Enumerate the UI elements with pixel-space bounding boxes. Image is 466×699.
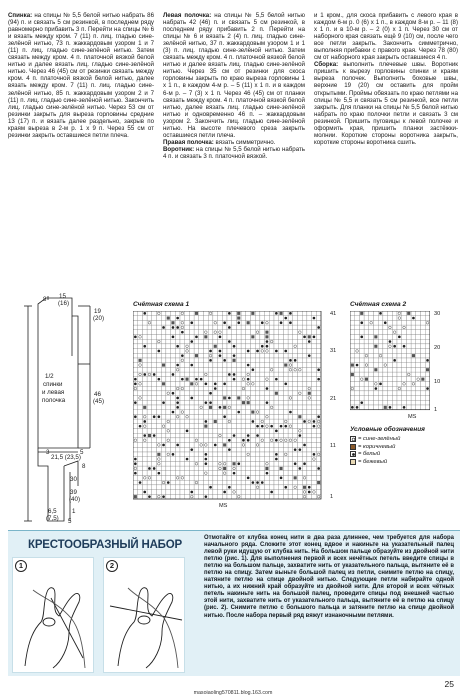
- col2-paragraph: [163, 139, 305, 146]
- legend-item: [350, 459, 462, 465]
- col2-paragraph: [163, 12, 305, 139]
- chart-1-title: Счётная схема 1: [133, 301, 190, 308]
- legend-swatch: [350, 451, 356, 457]
- dim-width: 21,5 (23,5): [51, 454, 81, 461]
- legend-item: [350, 444, 462, 450]
- dim-15: 15: [59, 293, 66, 300]
- col3-paragraph: [314, 12, 458, 61]
- illustration-1: [12, 557, 94, 673]
- dim-30: 30: [70, 476, 77, 483]
- dim-8b: 8: [82, 463, 86, 470]
- chart-1: [133, 301, 343, 517]
- chart-1-row-41: 41: [330, 311, 337, 317]
- dim-7-5: (7,5): [46, 515, 59, 522]
- chart-2-ms-label: MS: [408, 414, 417, 420]
- legend-item: [350, 436, 462, 442]
- dim-45: (45): [93, 398, 105, 405]
- page-number: 25: [444, 679, 454, 689]
- cross-cast-on-panel: [8, 530, 460, 676]
- chart-2-row-10: 10: [434, 379, 441, 385]
- section-text: и 1 кром., для скоса прибавить с левого края в каждом 6-м р. 0 (6) х 1 п., в каждом 8-м р. – 11 (8) х 1 п. и в 10-м р. – 2 (0) х 1 п. Через 30 см от наборного края связать ещё 9 (10) см, после чего все петли закрыть. Закончить симметрично, выполняя прибавки с правого края. Через 78 (80) см от наборного края закрыть оставшиеся 4 п.: [314, 12, 458, 62]
- chart-2-title: Счётная схема 2: [350, 301, 407, 308]
- hand-yarn-drawing-1: [13, 558, 95, 674]
- chart-1-row-31: 31: [330, 348, 337, 354]
- legend-swatch: [350, 444, 356, 450]
- section-heading: Правая полочка:: [163, 138, 214, 146]
- dim-5: 5: [80, 449, 84, 456]
- legend-swatch: [350, 459, 356, 465]
- col1-paragraph: [8, 12, 154, 139]
- chart-1-grid: [133, 311, 325, 501]
- legend-title: Условные обозначения: [350, 426, 425, 433]
- dim-40: (40): [69, 496, 81, 503]
- legend-item: [350, 451, 462, 457]
- chart-2: [350, 301, 462, 423]
- section-text: на спицы № 5,5 белой нитью набрать 4 п. и связать 3 п. платочной вязкой.: [163, 145, 305, 160]
- section-text: выполнить плечевые швы. Воротник пришить к вырезу горловины спинки и краям выреза полочек. Выполнить боковые швы, верхние 19 (20) см оставить для пройм открытыми. Проймы обвязать по краю петлями на спицы № 5,5 и связать 5 см резинкой, все петли закрыть. Для планки на спицы № 5,5 белой нитью набрать по краю полочки петли и связать 3 см резинкой. Пришить пуговицы к левой полочке и оформить края, пришить планки застёжки-молнии. Короткие стороны воротника закрыть, короткие стороны воротника сшить.: [314, 61, 458, 146]
- illustration-2-number: 2: [106, 560, 118, 572]
- legend-swatch: [350, 436, 356, 442]
- dim-19: 19: [94, 308, 101, 315]
- legend: [350, 426, 462, 466]
- section-text: вязать симметрично.: [213, 138, 276, 146]
- chart-1-row-1: 1: [330, 494, 334, 500]
- section-heading: Спинка:: [8, 12, 33, 19]
- text-column-2: [163, 12, 305, 160]
- illustration-1-number: 1: [15, 560, 27, 572]
- dim-20: (20): [93, 315, 105, 322]
- dim-46: 46: [94, 391, 101, 398]
- part-label-back: спинки: [43, 381, 63, 388]
- legend-label: = коричневый: [358, 443, 396, 450]
- section-heading: Сборка:: [314, 61, 339, 69]
- dim-39: 39: [70, 489, 77, 496]
- section-text: на спицы № 5,5 белой нитью набрать 86 (94) п. и связать 5 см резинкой, в последнем ряду равномерно прибавить 3 п. Перейти на спицы № 6 и вязать между кром. 7 (11) п. лиц. гладью сине-зелёной нитью, 73 п. жаккардовым узором 1 и 7 (11) п. лиц. гладью сине-зелёной нитью. Затем связать между кром. 4 п. платочной вязкой белой нитью и далее вязать лиц. гладью сине-зелёной нитью. Через 46 (45) см от резинки связать между кром. 4 п. платочной вязкой белой нитью, далее вязать между кром. 7 (11) п. лиц. гладью сине-зелёной нитью, 85 п. жаккардовым узором 2 и 7 (11) п. лиц. гладью сине-зелёной нитью. Закончить лиц. гладью сине-зелёной нитью. Через 53 см от резинки закрыть для выреза горловины средние 13 (17) п. и вязать далее раздельно, закрыв по краям выреза в 2-м р. 1 х 9 п. Через 55 см от резинки закрыть оставшиеся петли плеча.: [8, 12, 154, 139]
- part-label-and-left: и левая: [42, 389, 65, 396]
- text-column-3: [314, 12, 458, 146]
- dim-3: 3: [46, 449, 50, 456]
- chart-2-row-1: 1: [434, 407, 438, 413]
- chart-2-row-30: 30: [434, 311, 441, 317]
- panel-instructions: Отмотайте от клубка конец нити в два раза длиннее, чем требуется для набора начального ряда. Сложите этот конец вдвое и накиньте на указательный палец левой руки идущую от клубка нить. На большом пальце образуйте из двойной нити петлю (рис. 1). Для выполнения первой и всех нечётных петель введите спицы в петлю на большом пальце, захватите нить от указательного пальца, вытяните её в петлю на спицу. Затем выньте большой палец из петли, снимите петлю на спицу, натяните петлю на спице двойной нитью. Следующие петли набирайте одной нитью, а их нижний край образуйте из двойной нити. Для второй и всех чётных петель накиньте нить на большой палец, проведите спицы под внешней частью этой нити, захватите нить от указательного пальца, вытяните её в петлю на спицу (рис. 2). Снимите петлю с большого пальца и затяните петлю на спице двойной нитью. После набора первый ряд вяжут изнаночными петлями.: [204, 535, 454, 619]
- illustration-2: [103, 557, 185, 673]
- section-heading: Левая полочка:: [163, 12, 212, 19]
- part-label-front: полочка: [42, 397, 66, 404]
- col3-paragraph: [314, 61, 458, 146]
- legend-label: = белый: [358, 451, 381, 458]
- dim-6-5: 6,5: [48, 508, 57, 515]
- legend-label: = бежевый: [358, 458, 388, 465]
- text-column-1: [8, 12, 154, 139]
- hand-yarn-drawing-2: [104, 558, 186, 674]
- col2-paragraph: [163, 146, 305, 160]
- chart-2-grid: [350, 311, 430, 413]
- dim-1: 1: [72, 508, 76, 515]
- section-text: на спицы № 5,5 белой нитью набрать 42 (46) п. и связать 5 см резинкой, в последнем ряду прибавить 2 п. Перейти на спицы № 6 и вязать 2 (4) п. лиц. гладью сине-зелёной нитью, 37 п. жаккардовым узором 1 и 1 (3) п. лиц. гладью сине-зелёной нитью. Затем связать между кром. 4 п. платочной вязкой белой нитью и далее вязать лиц. гладью сине-зелёной нитью. Через 35 см от резинки для скоса горловины закрыть по краю выреза горловины 1 х 1 п., в каждом 4-м р. – 5 (11) х 1 п. и в каждом 6-м р. – 7 (3) х 1 п. Через 46 (45) см от планки связать между кром. 4 п. платочной вязкой белой нитью, далее вязать лиц. гладью сине-зелёной нитью и одновременно 46 п. – жаккардовым узором 2. Закончить лиц. гладью сине-зелёной нитью. На высоте плечевого среза закрыть оставшиеся петли плеча.: [163, 12, 305, 139]
- section-heading: Воротник:: [163, 145, 195, 153]
- chart-1-ms-label: MS: [219, 503, 228, 509]
- chart-1-row-21: 21: [330, 396, 337, 402]
- chart-1-row-11: 11: [330, 443, 336, 449]
- panel-heading: КРЕСТООБРАЗНЫЙ НАБОР: [28, 539, 182, 551]
- dim-8: 8: [43, 296, 47, 303]
- part-label-half: 1/2: [45, 373, 54, 380]
- watermark: masoiaoling570811.blog.163.com: [193, 690, 273, 696]
- garment-schematic: [8, 293, 123, 526]
- garment-outline: [8, 296, 123, 526]
- chart-2-row-20: 20: [434, 345, 441, 351]
- legend-label: = сине-зелёный: [358, 436, 401, 442]
- dim-5b: 5: [68, 518, 72, 525]
- dim-16: (16): [58, 300, 70, 307]
